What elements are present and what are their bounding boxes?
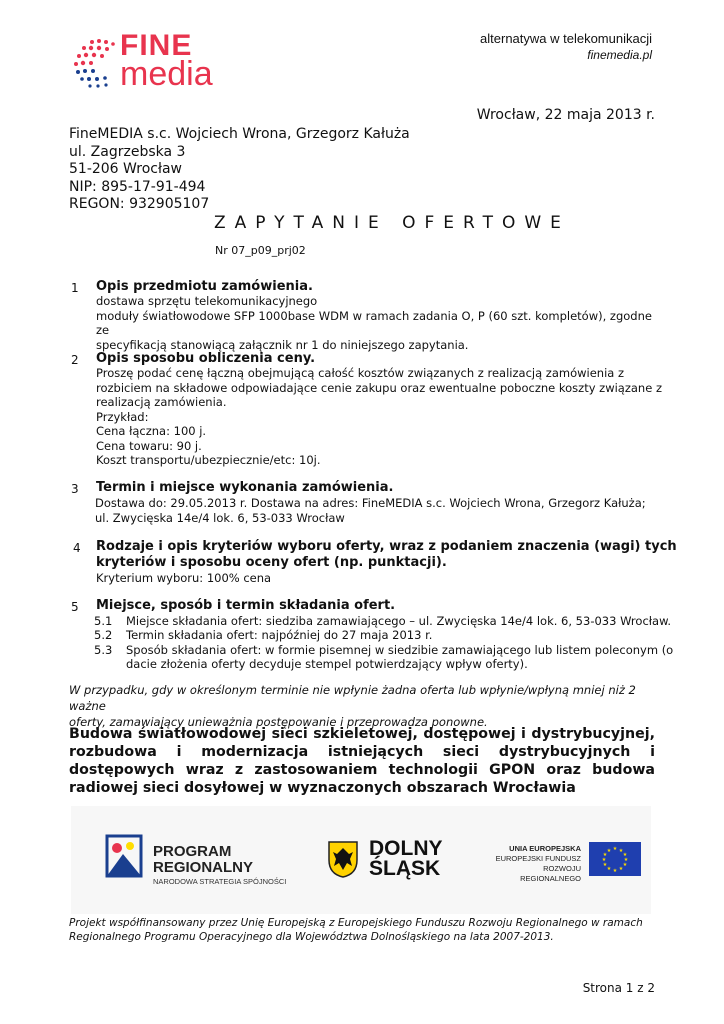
section-5-item-1-text: Miejsce składania ofert: siedziba zamawiającego – ul. Zwycięska 14e/4 lok. 6, 53-033 Wrocław. <box>126 614 672 628</box>
svg-text:★: ★ <box>601 857 607 863</box>
section-3-number: 3 <box>71 482 79 496</box>
section-2-line: Cena łączna: 100 j. <box>96 424 207 438</box>
section-4-title-line-2: kryteriów i sposobu oceny ofert (np. punktacji). <box>96 555 447 570</box>
eu-line-3: ROZWOJU REGIONALNEGO <box>520 864 581 883</box>
cofinancing-note <box>69 916 659 944</box>
section-1-line: specyfikacją stanowiącą załącznik nr 1 do niniejszego zapytania. <box>96 337 469 352</box>
svg-text:★: ★ <box>602 862 608 868</box>
document-date: Wrocław, 22 maja 2013 r. <box>476 107 655 123</box>
section-4-line: Kryterium wyboru: 100% cena <box>96 571 272 585</box>
eu-line-2: EUROPEJSKI FUNDUSZ <box>495 854 581 863</box>
section-2-title: Opis sposobu obliczenia ceny. <box>96 351 316 366</box>
section-4-title-line-1: Rodzaje i opis kryteriów wyboru oferty, wraz z podaniem znaczenia (wagi) tych <box>96 539 677 554</box>
svg-text:★: ★ <box>622 862 628 868</box>
conclusion-note <box>69 682 659 730</box>
page-number: Strona 1 z 2 <box>582 981 655 995</box>
document-number: Nr 07_p09_prj02 <box>215 244 306 257</box>
svg-text:★: ★ <box>623 857 629 863</box>
svg-text:★: ★ <box>618 866 624 872</box>
eu-line-1: UNIA EUROPEJSKA <box>509 844 581 853</box>
conclusion-line: oferty, zamawiający unieważnia postępowanie i przeprowadza ponowne. <box>69 715 488 729</box>
section-3-line: Dostawa do: 29.05.2013 r. Dostawa na adres: FineMEDIA s.c. Wojciech Wrona, Grzegorz Kałuża; <box>95 496 646 510</box>
svg-text:★: ★ <box>606 866 612 872</box>
address-line-1: FineMEDIA s.c. Wojciech Wrona, Grzegorz Kałuża <box>69 126 410 142</box>
tagline: alternatywa w telekomunikacji <box>480 31 652 46</box>
program-regionalny-icon <box>103 832 145 880</box>
program-line-2: REGIONALNY <box>153 859 254 876</box>
address-line-3: 51-206 Wrocław <box>69 161 182 177</box>
address-line-5: REGON: 932905107 <box>69 196 210 212</box>
logo-line-2: media <box>120 55 213 93</box>
section-5-item-2-text: Termin składania ofert: najpóźniej do 27 maja 2013 r. <box>126 628 433 642</box>
section-2-line: Cena towaru: 90 j. <box>96 438 202 453</box>
svg-text:★: ★ <box>606 848 612 854</box>
section-2-body <box>96 366 666 468</box>
section-2-line: realizacją zamówienia. <box>96 395 227 409</box>
dolny-line-2: ŚLĄSK <box>369 857 441 880</box>
footer-line: Regionalnego Programu Operacyjnego dla Województwa Dolnośląskiego na lata 2007-2013. <box>69 931 554 943</box>
section-4-number: 4 <box>73 541 81 555</box>
eu-flag-icon <box>589 842 641 876</box>
finemedia-logo <box>72 29 278 93</box>
program-line-1: PROGRAM <box>153 843 232 860</box>
dolny-slask-logo <box>369 839 443 879</box>
svg-text:★: ★ <box>618 848 624 854</box>
conclusion-line: W przypadku, gdy w określonym terminie nie wpłynie żadna oferta lub wpłynie/wpłyną mniej niż 2 ważne <box>69 683 636 713</box>
section-1-title: Opis przedmiotu zamówienia. <box>96 279 313 294</box>
section-2-line: rozbiciem na składowe odpowiadające cenie zakupu oraz ewentualne poboczne koszty związane z <box>96 380 662 395</box>
address-line-2: ul. Zagrzebska 3 <box>69 143 186 160</box>
section-1-number: 1 <box>71 281 79 295</box>
svg-text:★: ★ <box>622 852 628 858</box>
section-2-line: Proszę podać cenę łączną obejmującą całość kosztów związanych z realizacją zamówienia z <box>96 366 625 380</box>
logo-wordmark <box>120 29 213 93</box>
footer-line: Projekt współfinansowany przez Unię Europejską z Europejskiego Funduszu Rozwoju Regionalnego w ramach <box>69 917 643 929</box>
website-link[interactable]: finemedia.pl <box>587 48 652 62</box>
svg-text:★: ★ <box>612 868 618 874</box>
section-5-number: 5 <box>71 600 79 614</box>
section-5-item-2-number: 5.2 <box>94 628 113 642</box>
section-1-body <box>96 294 666 352</box>
section-2-line: Przykład: <box>96 409 149 424</box>
section-5-item-1-number: 5.1 <box>94 614 113 628</box>
address-line-4: NIP: 895-17-91-494 <box>69 178 206 195</box>
eu-stars-icon <box>589 842 641 876</box>
globe-dots-icon <box>72 36 120 88</box>
section-3-body <box>95 496 665 525</box>
section-3-title: Termin i miejsce wykonania zamówienia. <box>96 480 394 495</box>
program-regionalny-logo <box>153 844 286 886</box>
section-5-title: Miejsce, sposób i termin składania ofert. <box>96 598 396 613</box>
dolny-line-1: DOLNY <box>369 837 443 860</box>
project-title: Budowa światłowodowej sieci szkieletowej, dostępowej i dystrybucyjnej, rozbudowa i modernizacja istniejących sieci dystrybucyjnych i dostępowych wraz z zastosowaniem technologii GPON oraz budowa radiowej sieci dosyłowej w wyznaczonych obszarach Wrocławia <box>69 726 655 796</box>
svg-text:★: ★ <box>602 852 608 858</box>
section-5-item-3-text-cont: dacie złożenia oferty decyduje stempel potwierdzający wpływ oferty). <box>126 657 528 671</box>
svg-text:★: ★ <box>612 846 618 852</box>
sender-address <box>69 126 410 214</box>
logo-line-1: FINE <box>120 29 193 62</box>
section-1-line: dostawa sprzętu telekomunikacyjnego <box>96 294 318 308</box>
program-line-3: NARODOWA STRATEGIA SPÓJNOŚCI <box>153 877 287 886</box>
eu-text-block <box>483 844 581 884</box>
section-5-item-3-text: Sposób składania ofert: w formie pisemnej w siedzibie zamawiającego lub listem poleconym (o <box>126 643 674 657</box>
dolny-slask-coat-of-arms-icon <box>327 840 359 878</box>
document-title: ZAPYTANIE OFERTOWE <box>214 213 570 233</box>
header-tagline-block <box>480 31 652 63</box>
section-1-line: moduły światłowodowe SFP 1000base WDM w ramach zadania O, P (60 szt. kompletów), zgodne ze <box>96 308 652 337</box>
section-2-number: 2 <box>71 353 79 367</box>
section-2-line: Koszt transportu/ubezpiecznie/etc: 10j. <box>96 453 321 467</box>
section-3-line: ul. Zwycięska 14e/4 lok. 6, 53-033 Wrocław <box>95 510 345 525</box>
section-5-item-3-number: 5.3 <box>94 643 113 657</box>
funding-logos-band <box>71 806 651 914</box>
